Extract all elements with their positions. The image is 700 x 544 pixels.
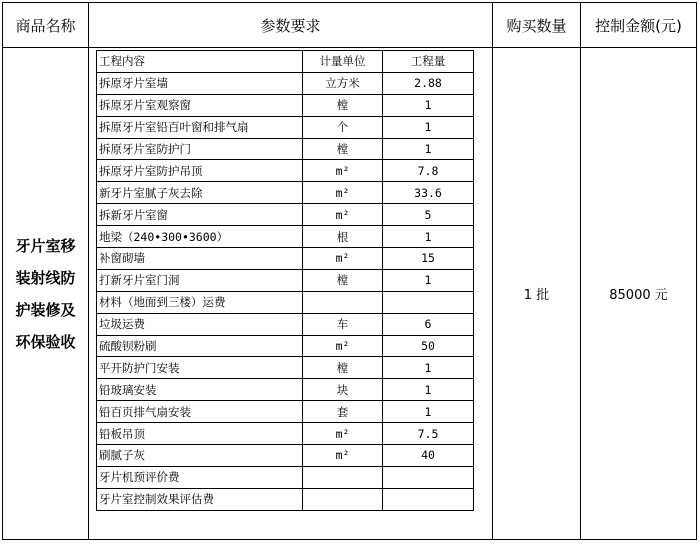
unit-cell: 樘 bbox=[303, 269, 383, 291]
item-cell: 拆原牙片室防护门 bbox=[97, 138, 303, 160]
table-row bbox=[97, 182, 474, 204]
qty-cell: 5 bbox=[383, 204, 474, 226]
product-name bbox=[3, 48, 89, 540]
qty-cell: 40 bbox=[383, 445, 474, 467]
qty-cell: 50 bbox=[383, 335, 474, 357]
unit-cell: m² bbox=[303, 335, 383, 357]
table-row bbox=[97, 160, 474, 182]
item-cell: 铅板吊顶 bbox=[97, 423, 303, 445]
unit-cell bbox=[303, 488, 383, 510]
qty-cell: 1 bbox=[383, 138, 474, 160]
table-row bbox=[97, 401, 474, 423]
qty-cell: 1 bbox=[383, 357, 474, 379]
unit-cell: m² bbox=[303, 160, 383, 182]
product-quantity: 1 批 bbox=[493, 48, 581, 540]
table-row bbox=[97, 335, 474, 357]
unit-cell: m² bbox=[303, 445, 383, 467]
item-cell: 硫酸钡粉刷 bbox=[97, 335, 303, 357]
procurement-table bbox=[2, 2, 697, 540]
header-budget: 控制金额(元) bbox=[581, 3, 697, 48]
table-row bbox=[97, 445, 474, 467]
item-cell: 打新牙片室门洞 bbox=[97, 269, 303, 291]
unit-cell: 块 bbox=[303, 379, 383, 401]
item-cell: 铅玻璃安装 bbox=[97, 379, 303, 401]
table-row bbox=[97, 204, 474, 226]
item-cell: 刷腻子灰 bbox=[97, 445, 303, 467]
params-cell bbox=[89, 48, 493, 540]
table-row bbox=[97, 72, 474, 94]
qty-cell: 33.6 bbox=[383, 182, 474, 204]
qty-cell: 7.5 bbox=[383, 423, 474, 445]
table-row bbox=[97, 269, 474, 291]
qty-cell: 1 bbox=[383, 94, 474, 116]
unit-cell: 个 bbox=[303, 116, 383, 138]
table-row bbox=[97, 357, 474, 379]
unit-cell: 樘 bbox=[303, 357, 383, 379]
table-row bbox=[97, 488, 474, 510]
unit-cell bbox=[303, 291, 383, 313]
table-row bbox=[97, 423, 474, 445]
qty-cell bbox=[383, 291, 474, 313]
table-row bbox=[97, 313, 474, 335]
qty-cell: 1 bbox=[383, 226, 474, 248]
unit-cell: 根 bbox=[303, 226, 383, 248]
unit-cell: 车 bbox=[303, 313, 383, 335]
product-row bbox=[3, 48, 697, 540]
product-name-line: 环保验收 bbox=[15, 332, 76, 351]
item-cell: 牙片室控制效果评估费 bbox=[97, 488, 303, 510]
unit-cell: m² bbox=[303, 248, 383, 270]
table-row bbox=[97, 226, 474, 248]
unit-cell: m² bbox=[303, 204, 383, 226]
table-row bbox=[97, 379, 474, 401]
header-product-name: 商品名称 bbox=[3, 3, 89, 48]
item-cell: 拆新牙片室窗 bbox=[97, 204, 303, 226]
qty-cell: 2.88 bbox=[383, 72, 474, 94]
table-row bbox=[97, 466, 474, 488]
item-cell: 平开防护门安装 bbox=[97, 357, 303, 379]
qty-cell bbox=[383, 488, 474, 510]
unit-cell: m² bbox=[303, 423, 383, 445]
item-cell: 新牙片室腻子灰去除 bbox=[97, 182, 303, 204]
qty-cell: 1 bbox=[383, 269, 474, 291]
item-cell: 铅百页排气扇安装 bbox=[97, 401, 303, 423]
table-row bbox=[97, 94, 474, 116]
qty-cell: 1 bbox=[383, 379, 474, 401]
item-cell: 拆原牙片室防护吊顶 bbox=[97, 160, 303, 182]
product-budget: 85000 元 bbox=[581, 48, 697, 540]
qty-cell: 1 bbox=[383, 401, 474, 423]
table-row bbox=[97, 248, 474, 270]
unit-cell: 樘 bbox=[303, 138, 383, 160]
product-name-line: 装射线防 bbox=[15, 268, 76, 287]
qty-cell: 6 bbox=[383, 313, 474, 335]
header-params: 参数要求 bbox=[89, 3, 493, 48]
unit-cell: m² bbox=[303, 182, 383, 204]
table-row bbox=[97, 138, 474, 160]
item-cell: 拆原牙片室观察窗 bbox=[97, 94, 303, 116]
unit-cell bbox=[303, 466, 383, 488]
header-quantity: 购买数量 bbox=[493, 3, 581, 48]
qty-cell: 1 bbox=[383, 116, 474, 138]
unit-cell: 樘 bbox=[303, 94, 383, 116]
product-name-line: 护装修及 bbox=[15, 300, 76, 319]
qty-cell: 7.8 bbox=[383, 160, 474, 182]
col-item-header: 工程内容 bbox=[97, 51, 303, 73]
item-cell: 地梁（240•300•3600） bbox=[97, 226, 303, 248]
table-row bbox=[97, 291, 474, 313]
params-table bbox=[96, 50, 474, 511]
product-name-line: 牙片室移 bbox=[15, 236, 76, 255]
col-qty-header: 工程量 bbox=[383, 51, 474, 73]
unit-cell: 立方米 bbox=[303, 72, 383, 94]
item-cell: 拆原牙片室铅百叶窗和排气扇 bbox=[97, 116, 303, 138]
item-cell: 垃圾运费 bbox=[97, 313, 303, 335]
item-cell: 拆原牙片室墙 bbox=[97, 72, 303, 94]
params-table-body bbox=[97, 51, 474, 511]
header-row bbox=[3, 3, 697, 48]
unit-cell: 套 bbox=[303, 401, 383, 423]
params-header-row bbox=[97, 51, 474, 73]
qty-cell bbox=[383, 466, 474, 488]
item-cell: 牙片机预评价费 bbox=[97, 466, 303, 488]
item-cell: 材料（地面到三楼）运费 bbox=[97, 291, 303, 313]
col-unit-header: 计量单位 bbox=[303, 51, 383, 73]
item-cell: 补窗砌墙 bbox=[97, 248, 303, 270]
table-row bbox=[97, 116, 474, 138]
qty-cell: 15 bbox=[383, 248, 474, 270]
